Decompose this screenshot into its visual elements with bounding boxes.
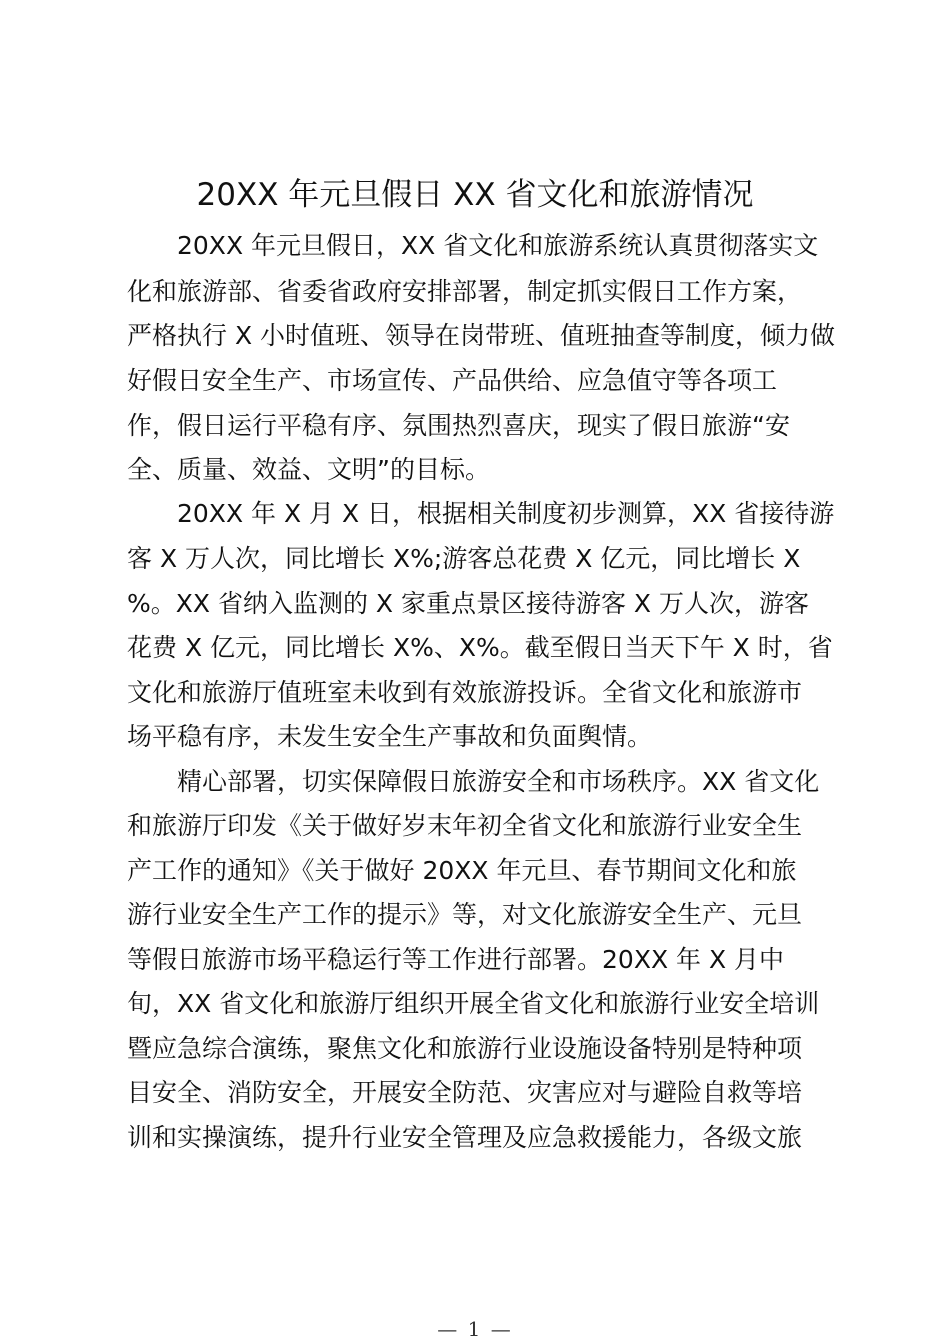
body-line: 游行业安全生产工作的提示》等，对文化旅游安全生产、元旦 xyxy=(127,900,803,929)
body-line: 化和旅游部、省委省政府安排部署，制定抓实假日工作方案， xyxy=(127,277,803,306)
body-line: 20XX 年元旦假日，XX 省文化和旅游系统认真贯彻落实文 xyxy=(127,231,819,260)
body-line: 训和实操演练，提升行业安全管理及应急救援能力，各级文旅 xyxy=(127,1123,803,1152)
body-line: 暨应急综合演练，聚焦文化和旅游行业设施设备特别是特种项 xyxy=(127,1034,803,1063)
body-line: 全、质量、效益、文明”的目标。 xyxy=(127,455,490,484)
document-title: 20XX 年元旦假日 XX 省文化和旅游情况 xyxy=(196,177,754,213)
body-line: 场平稳有序，未发生安全生产事故和负面舆情。 xyxy=(127,722,653,751)
body-line: 作，假日运行平稳有序、氛围热烈喜庆，现实了假日旅游“安 xyxy=(127,411,790,440)
body-line: 和旅游厅印发《关于做好岁末年初全省文化和旅游行业安全生 xyxy=(127,811,803,840)
body-line: 花费 X 亿元，同比增长 X%、X%。截至假日当天下午 X 时，省 xyxy=(127,633,833,662)
body-line: 旬，XX 省文化和旅游厅组织开展全省文化和旅游行业安全培训 xyxy=(127,989,820,1018)
body-line: %。XX 省纳入监测的 X 家重点景区接待游客 X 万人次，游客 xyxy=(127,589,809,618)
body-line: 精心部署，切实保障假日旅游安全和市场秩序。XX 省文化 xyxy=(127,767,820,796)
body-line: 好假日安全生产、市场宣传、产品供给、应急值守等各项工 xyxy=(127,366,778,395)
body-line: 等假日旅游市场平稳运行等工作进行部署。20XX 年 X 月中 xyxy=(127,945,785,974)
body-line: 产工作的通知》《关于做好 20XX 年元旦、春节期间文化和旅 xyxy=(127,856,797,885)
body-line: 文化和旅游厅值班室未收到有效旅游投诉。全省文化和旅游市 xyxy=(127,678,803,707)
page-number: — 1 — xyxy=(437,1317,513,1341)
body-line: 严格执行 X 小时值班、领导在岗带班、值班抽查等制度，倾力做 xyxy=(127,321,836,350)
body-line: 目安全、消防安全，开展安全防范、灾害应对与避险自救等培 xyxy=(127,1078,803,1107)
body-line: 客 X 万人次，同比增长 X%;游客总花费 X 亿元，同比增长 X xyxy=(127,544,801,573)
body-line: 20XX 年 X 月 X 日，根据相关制度初步测算，XX 省接待游 xyxy=(127,499,835,528)
